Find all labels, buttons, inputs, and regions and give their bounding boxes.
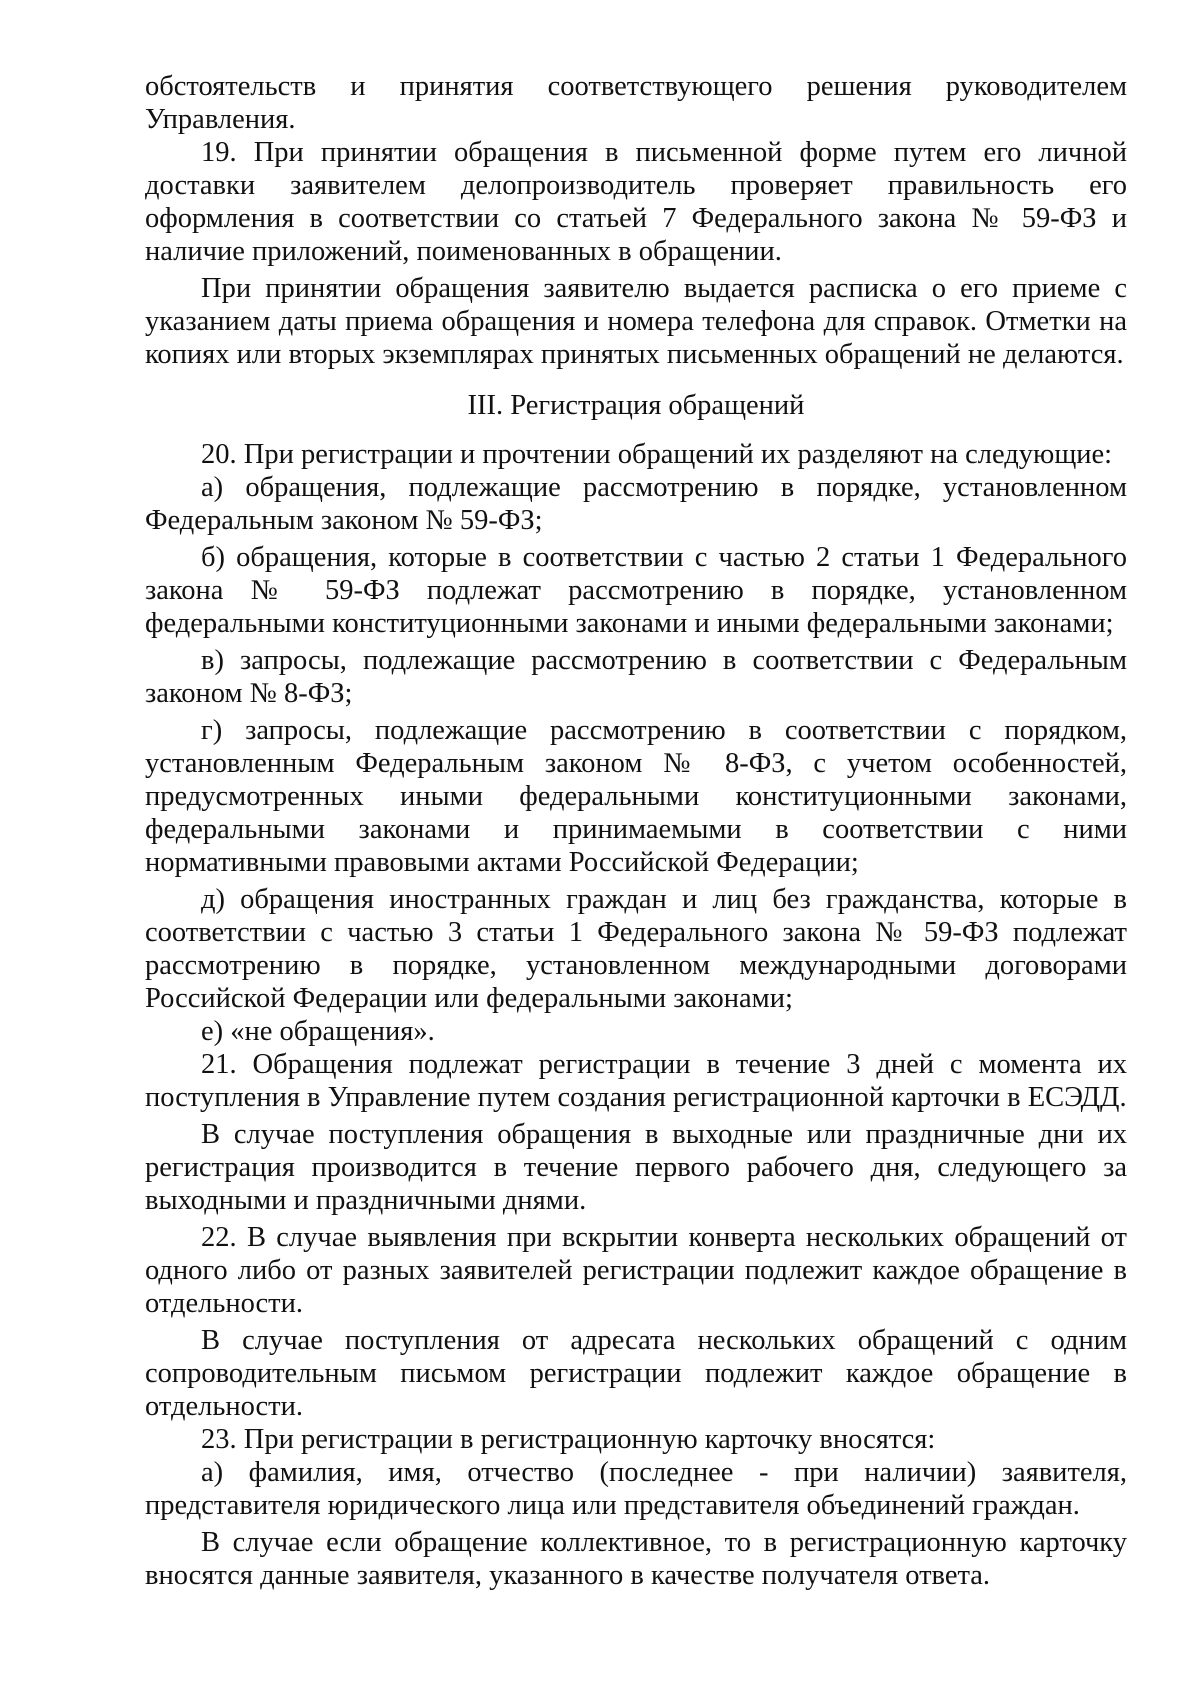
paragraph-22-cover-letter: В случае поступления от адресата нескольких обращений с одним сопроводительным письмом регистрации подлежит каждое обращение в отдельности. xyxy=(145,1325,1127,1422)
paragraph-22: 22. В случае выявления при вскрытии конверта нескольких обращений от одного либо от разных заявителей регистрации подлежит каждое обращение в отдельности. xyxy=(145,1222,1127,1319)
list-item-23-a: а) фамилия, имя, отчество (последнее - при наличии) заявителя, представителя юридического лица или представителя объединений граждан. xyxy=(145,1457,1127,1521)
paragraph-21-holiday: В случае поступления обращения в выходные или праздничные дни их регистрация производится в течение первого рабочего дня, следующего за выходными и праздничными днями. xyxy=(145,1119,1127,1216)
paragraph-23-collective: В случае если обращение коллективное, то в регистрационную карточку вносятся данные заявителя, указанного в качестве получателя ответа. xyxy=(145,1527,1127,1591)
paragraph-19: 19. При принятии обращения в письменной форме путем его личной доставки заявителем делопроизводитель проверяет правильность его оформления в соответствии со статьей 7 Федерального закона № 59-ФЗ и наличие приложений, поименованных в обращении. xyxy=(145,137,1127,267)
paragraph-20: 20. При регистрации и прочтении обращений их разделяют на следующие: xyxy=(201,439,1113,470)
paragraph-19-receipt: При принятии обращения заявителю выдается расписка о его приеме с указанием даты приема обращения и номера телефона для справок. Отметки на копиях или вторых экземплярах принятых письменных обращений не делаются. xyxy=(145,273,1127,370)
document-page xyxy=(145,70,1127,1592)
paragraph-21: 21. Обращения подлежат регистрации в течение 3 дней с момента их поступления в Управление путем создания регистрационной карточки в ЕСЭДД. xyxy=(145,1049,1127,1113)
list-item-20-v: в) запросы, подлежащие рассмотрению в соответствии с Федеральным законом № 8-ФЗ; xyxy=(145,645,1127,709)
paragraph-23: 23. При регистрации в регистрационную карточку вносятся: xyxy=(201,1424,936,1455)
paragraph-continuation: обстоятельств и принятия соответствующего решения руководителем Управления. xyxy=(145,71,1127,135)
list-item-20-e: е) «не обращения». xyxy=(201,1016,435,1047)
list-item-20-a: а) обращения, подлежащие рассмотрению в порядке, установленном Федеральным законом № 59-ФЗ; xyxy=(145,472,1127,536)
list-item-20-g: г) запросы, подлежащие рассмотрению в соответствии с порядком, установленным Федеральным законом № 8-ФЗ, с учетом особенностей, предусмотренных иными федеральными конституционными законами, федеральными законами и принимаемыми в соответствии с ними нормативными правовыми актами Российской Федерации; xyxy=(145,715,1127,878)
list-item-20-d: д) обращения иностранных граждан и лиц без гражданства, которые в соответствии с частью 3 статьи 1 Федерального закона № 59-ФЗ подлежат рассмотрению в порядке, установленном международными договорами Российской Федерации или федеральными законами; xyxy=(145,884,1127,1014)
section-heading: III. Регистрация обращений xyxy=(467,390,805,421)
list-item-20-b: б) обращения, которые в соответствии с частью 2 статьи 1 Федерального закона № 59-ФЗ подлежат рассмотрению в порядке, установленном федеральными конституционными законами и иными федеральными законами; xyxy=(145,542,1127,639)
